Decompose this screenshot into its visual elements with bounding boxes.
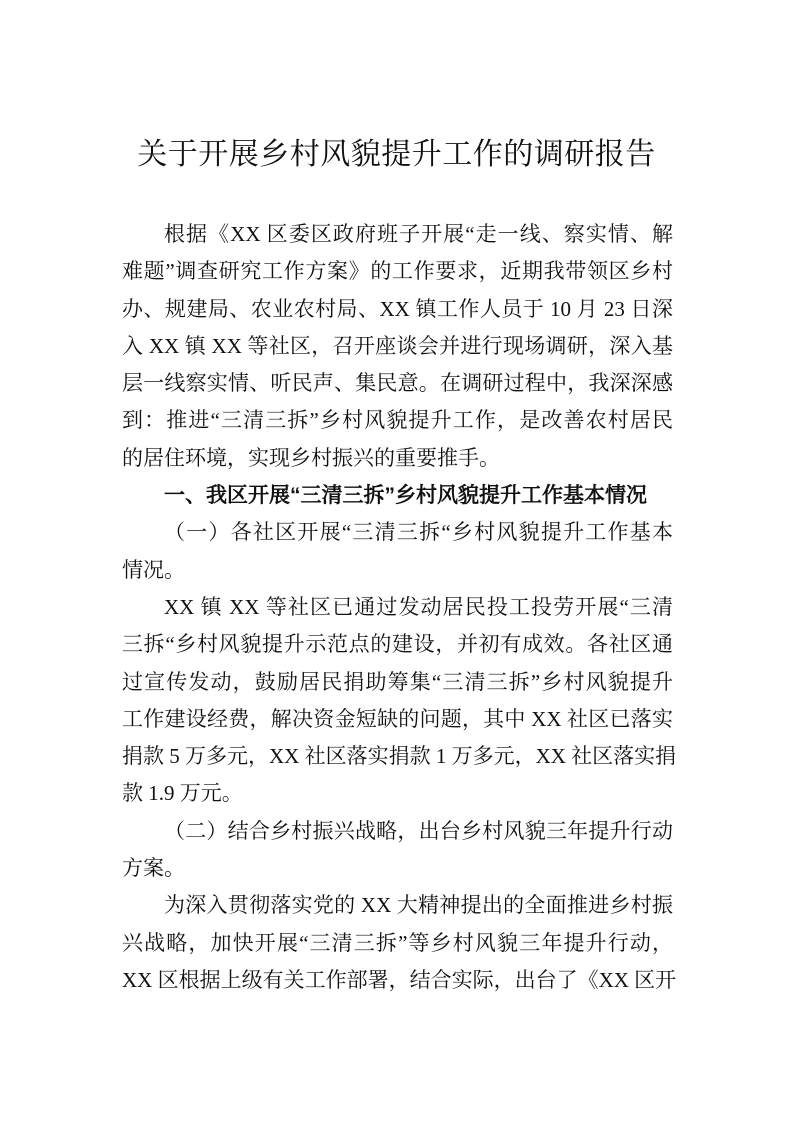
- section-heading: 一、我区开展“三清三拆”乡村风貌提升工作基本情况: [164, 484, 647, 508]
- paragraph-line: 办、规建局、农业农村局、XX 镇工作人员于 10 月 23 日深: [122, 296, 673, 321]
- paragraph-line: XX 区根据上级有关工作部署，结合实际，出台了《XX 区开: [122, 967, 677, 992]
- document-title: 关于开展乡村风貌提升工作的调研报告: [137, 138, 656, 171]
- paragraph-line: 款 1.9 万元。: [122, 781, 243, 806]
- paragraph-line: 层一线察实情、听民声、集民意。在调研过程中，我深深感: [122, 371, 673, 396]
- paragraph-line: 根据《XX 区委区政府班子开展“走一线、察实情、解: [164, 222, 673, 246]
- document-body: [122, 216, 677, 999]
- paragraph-line: 过宣传发动，鼓励居民捐助筹集“三清三拆”乡村风貌提升: [122, 669, 673, 694]
- subsection-heading-line: （一）各社区开展“三清三拆“乡村风貌提升工作基本: [164, 520, 673, 545]
- paragraph-line: 捐款 5 万多元，XX 社区落实捐款 1 万多元，XX 社区落实捐: [122, 744, 677, 769]
- paragraph-line: 三拆“乡村风貌提升示范点的建设，并初有成效。各社区通: [122, 632, 673, 657]
- paragraph-line: 难题”调查研究工作方案》的工作要求，近期我带领区乡村: [122, 259, 673, 284]
- subsection-heading-line: 方案。: [122, 856, 185, 881]
- paragraph-line: 的居住环境，实现乡村振兴的重要推手。: [122, 445, 500, 470]
- intro-paragraph: [122, 216, 673, 477]
- subsection-heading-line: （二）结合乡村振兴战略，出台乡村风貌三年提升行动: [164, 818, 673, 843]
- paragraph-line: 到：推进“三清三拆”乡村风貌提升工作，是改善农村居民: [122, 408, 673, 433]
- subsection-1: [122, 514, 677, 812]
- section-1: [122, 477, 677, 999]
- paragraph-line: 为深入贯彻落实党的 XX 大精神提出的全面推进乡村振: [164, 893, 673, 918]
- paragraph-line: 工作建设经费，解决资金短缺的问题，其中 XX 社区已落实: [122, 706, 673, 731]
- paragraph-line: 兴战略，加快开展“三清三拆”等乡村风貌三年提升行动，: [122, 930, 673, 955]
- subsection-2: [122, 813, 677, 999]
- paragraph-line: 入 XX 镇 XX 等社区，召开座谈会并进行现场调研，深入基: [122, 333, 673, 358]
- paragraph-line: XX 镇 XX 等社区已通过发动居民投工投劳开展“三清: [164, 594, 673, 619]
- subsection-heading-line: 情况。: [122, 557, 185, 582]
